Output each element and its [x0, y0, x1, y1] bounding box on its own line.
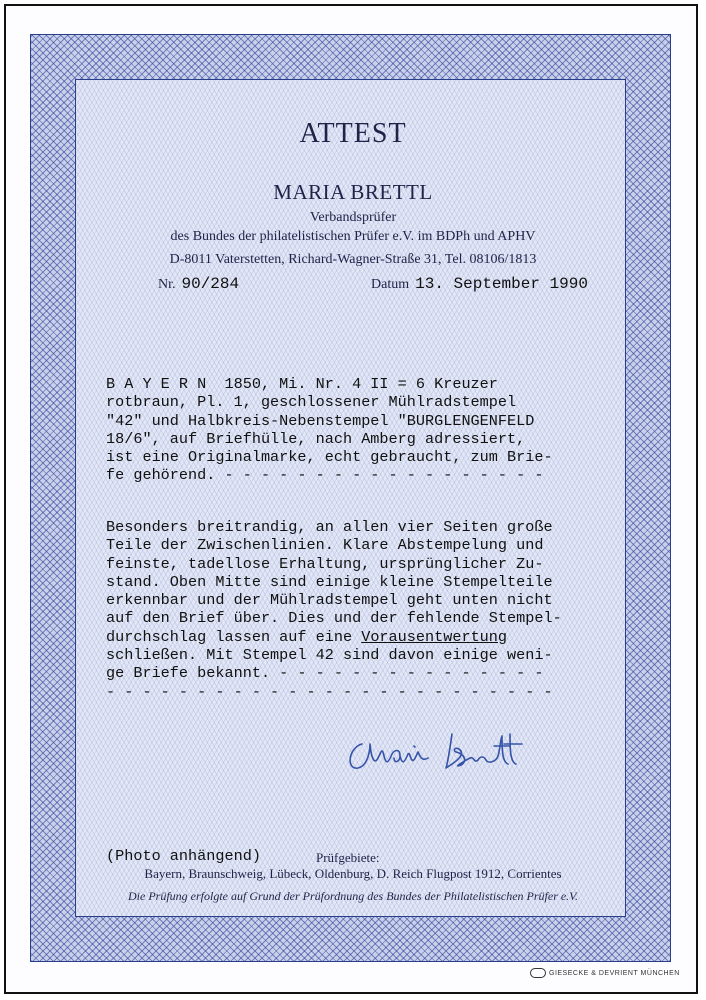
handwritten-signature [340, 722, 550, 782]
printer-name: GIESECKE & DEVRIENT MÜNCHEN [549, 969, 680, 977]
guilloche-border [30, 34, 671, 962]
number-value: 90/284 [181, 275, 240, 293]
number-label: Nr. [158, 277, 176, 292]
text-line: ist eine Originalmarke, echt gebraucht, zum Brie- [106, 448, 553, 467]
certificate-title: ATTEST [299, 118, 407, 149]
text-line: fe gehörend. - - - - - - - - - - - - - - - - - - [106, 466, 544, 485]
text-line [106, 628, 562, 646]
examiner-role: Verbandsprüfer [309, 210, 397, 225]
text-line: erkennbar und der Mühlradstempel geht unten nicht [106, 591, 553, 610]
text-line: rotbraun, Pl. 1, geschlossener Mühlradstempel [106, 393, 517, 412]
text-line: auf den Brief über. Dies und der fehlende Stempel- [106, 609, 562, 628]
address-line: D-8011 Vaterstetten, Richard-Wagner-Straße 31, Tel. 08106/1813 [169, 252, 537, 267]
examiner-name: MARIA BRETTL [273, 180, 433, 204]
text-line: Besonders breitrandig, an allen vier Seiten große [106, 518, 553, 536]
printer-imprint [530, 968, 680, 978]
examination-areas-label: Prüfgebiete: [316, 850, 380, 865]
text-line: stand. Oben Mitte sind einige kleine Stempelteile [106, 572, 553, 591]
text-line: "42" und Halbkreis-Nebenstempel "BURGLENGENFELD [106, 411, 535, 430]
certificate-date [371, 275, 588, 293]
condition-description [106, 518, 562, 701]
text-line: schließen. Mit Stempel 42 sind davon einige weni- [106, 646, 553, 665]
text-line: feinste, tadellose Erhaltung, ursprünglicher Zu- [106, 554, 544, 573]
text-line-start: durchschlag lassen auf eine [106, 627, 362, 646]
text-line: Teile der Zwischenlinien. Klare Abstempelung und [106, 536, 544, 555]
association-line: des Bundes der philatelistischen Prüfer e.V. im BDPh und APHV [170, 229, 536, 244]
examination-areas: Bayern, Braunschweig, Lübeck, Oldenburg, D. Reich Flugpost 1912, Corrientes [144, 866, 562, 881]
date-value: 13. September 1990 [415, 275, 588, 293]
certificate-number [158, 275, 239, 293]
text-line: B A Y E R N 1850, Mi. Nr. 4 II = 6 Kreuzer [106, 375, 498, 393]
stamp-description [106, 375, 553, 485]
text-line: - - - - - - - - - - - - - - - - - - - - - - - - - [106, 682, 553, 701]
underlined-term: Vorausentwertung [361, 627, 508, 646]
examination-statement: Die Prüfung erfolgte auf Grund der Prüfordnung des Bundes der Philatelistischen Prüfer e.V. [128, 889, 578, 903]
text-line: ge Briefe bekannt. - - - - - - - - - - - - - - - [106, 664, 544, 683]
text-line: 18/6", auf Briefhülle, nach Amberg adressiert, [106, 429, 526, 448]
date-label: Datum [371, 277, 410, 292]
printer-logo-icon [530, 968, 546, 978]
photo-note: (Photo anhängend) [106, 847, 261, 865]
